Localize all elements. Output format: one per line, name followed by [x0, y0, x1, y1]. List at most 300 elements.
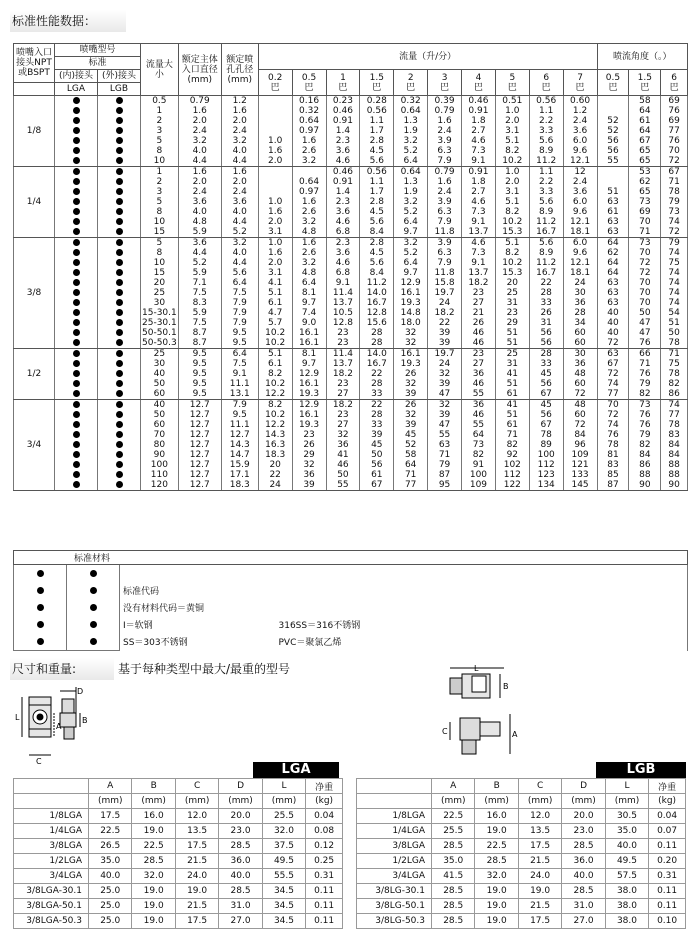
table-cell: [258, 106, 292, 116]
table-cell: 18.0: [394, 318, 428, 328]
availability-dot: [55, 430, 98, 440]
table-cell: 13.7: [462, 227, 496, 238]
availability-dot: [55, 359, 98, 369]
table-cell: 3/8LG-30.1: [357, 884, 432, 899]
table-cell: 32: [394, 328, 428, 338]
table-cell: 25.0: [89, 914, 132, 929]
dim-unit-header: (mm): [175, 794, 218, 809]
table-cell: 15.6: [360, 318, 394, 328]
availability-dot: [98, 187, 141, 197]
table-cell: 1.6: [292, 197, 326, 207]
table-row: [14, 96, 688, 107]
table-cell: 0.32: [394, 96, 428, 107]
table-cell: 4.5: [360, 146, 394, 156]
inlet-size: 3/8: [14, 238, 55, 349]
table-cell: 9.7: [292, 359, 326, 369]
table-cell: 51: [597, 187, 629, 197]
table-cell: 79: [629, 379, 661, 389]
dot-icon: [73, 401, 80, 408]
table-cell: 9.5: [178, 379, 221, 389]
table-row: [14, 126, 688, 136]
table-cell: 79: [661, 197, 688, 207]
dim-col-header: L: [262, 779, 305, 794]
table-cell: [258, 126, 292, 136]
table-cell: [258, 96, 292, 107]
dot-icon: [73, 249, 80, 256]
table-row: [14, 318, 688, 328]
table-cell: 6.1: [258, 359, 292, 369]
table-cell: 56: [529, 410, 563, 420]
table-cell: 16.1: [394, 288, 428, 298]
table-cell: 60: [563, 379, 597, 389]
dot-icon: [116, 461, 123, 468]
table-cell: 71: [394, 470, 428, 480]
availability-dot: [98, 359, 141, 369]
table-cell: 52: [597, 116, 629, 126]
table-cell: 24: [258, 480, 292, 491]
table-row: [14, 238, 688, 249]
table-cell: 1.6: [178, 106, 221, 116]
material-dot: [67, 599, 120, 616]
table-cell: 0.91: [326, 116, 360, 126]
availability-dot: [98, 238, 141, 249]
material-dot: [14, 565, 67, 583]
table-cell: 55: [326, 480, 360, 491]
table-cell: 13.5: [175, 824, 218, 839]
table-cell: 25: [495, 288, 529, 298]
table-cell: 16.0: [132, 809, 175, 824]
table-cell: 95: [428, 480, 462, 491]
material-code: 没有材料代码＝黄铜: [123, 604, 205, 614]
availability-dot: [55, 136, 98, 146]
table-cell: 48: [563, 369, 597, 379]
table-row: [14, 288, 688, 298]
availability-dot: [55, 400, 98, 411]
table-cell: 6.0: [563, 197, 597, 207]
table-cell: 1.6: [221, 106, 258, 116]
table-cell: 63: [597, 298, 629, 308]
table-cell: [292, 167, 326, 178]
dot-icon: [73, 228, 80, 235]
table-cell: 20: [141, 278, 179, 288]
availability-dot: [98, 126, 141, 136]
table-cell: 3/8LGA-50.3: [14, 914, 89, 929]
table-cell: 75: [661, 258, 688, 268]
availability-dot: [55, 369, 98, 379]
table-cell: [597, 106, 629, 116]
availability-dot: [55, 268, 98, 278]
table-cell: 7.9: [428, 156, 462, 167]
table-row: [14, 914, 343, 929]
table-cell: 67: [661, 167, 688, 178]
availability-dot: [98, 400, 141, 411]
inlet-header-empty: [14, 83, 55, 96]
dot-icon: [116, 471, 123, 478]
table-cell: 134: [529, 480, 563, 491]
table-cell: 12.7: [178, 480, 221, 491]
dim-unit-header: (mm): [262, 794, 305, 809]
table-cell: 72: [661, 227, 688, 238]
table-cell: 15.9: [221, 460, 258, 470]
pressure-header: 4 巴: [462, 70, 496, 96]
dot-icon: [116, 228, 123, 235]
table-cell: 3.3: [529, 126, 563, 136]
table-cell: 0.91: [462, 167, 496, 178]
availability-dot: [55, 338, 98, 349]
material-code: SS＝303不锈钢: [123, 638, 188, 649]
table-cell: 23: [326, 328, 360, 338]
availability-dot: [55, 450, 98, 460]
table-cell: 3.2: [394, 136, 428, 146]
availability-dot: [55, 126, 98, 136]
table-cell: 31: [529, 318, 563, 328]
dot-icon: [73, 107, 80, 114]
table-cell: 28.5: [432, 899, 475, 914]
table-cell: 51: [495, 328, 529, 338]
table-cell: 22: [529, 278, 563, 288]
table-cell: 17.5: [89, 809, 132, 824]
table-cell: 36: [292, 470, 326, 480]
availability-dot: [55, 248, 98, 258]
table-cell: 19.0: [175, 884, 218, 899]
table-cell: 18.2: [428, 308, 462, 318]
table-cell: 12.7: [178, 460, 221, 470]
table-cell: 10.2: [258, 379, 292, 389]
availability-dot: [98, 470, 141, 480]
table-cell: 12.7: [178, 400, 221, 411]
table-cell: 82: [629, 440, 661, 450]
dim-col-header: D: [219, 779, 262, 794]
table-cell: 50: [326, 470, 360, 480]
table-cell: 3.6: [221, 197, 258, 207]
table-cell: 12.7: [178, 420, 221, 430]
table-row: [357, 824, 686, 839]
table-cell: 1.6: [428, 116, 462, 126]
table-cell: 33: [529, 298, 563, 308]
table-cell: 78: [529, 430, 563, 440]
table-cell: 79: [661, 238, 688, 249]
material-dot: [14, 599, 67, 616]
table-cell: 36.0: [562, 854, 605, 869]
table-cell: 74: [597, 420, 629, 430]
table-cell: 7.9: [221, 298, 258, 308]
table-cell: 2.2: [529, 116, 563, 126]
table-cell: 90: [629, 480, 661, 491]
table-cell: 112: [529, 460, 563, 470]
lga-tag: LGA: [253, 762, 339, 778]
table-cell: 34.5: [262, 914, 305, 929]
table-cell: 14.3: [258, 430, 292, 440]
lga-drawing: [14, 685, 124, 770]
table-cell: 1.3: [394, 116, 428, 126]
table-cell: 3: [141, 187, 179, 197]
dot-icon: [73, 319, 80, 326]
table-cell: 8.9: [529, 207, 563, 217]
table-row: [14, 268, 688, 278]
dot-icon: [73, 370, 80, 377]
dim-unit-header: (kg): [306, 794, 343, 809]
table-cell: 36: [462, 400, 496, 411]
table-cell: 73: [629, 238, 661, 249]
dot-icon: [116, 441, 123, 448]
table-cell: 82: [462, 450, 496, 460]
table-cell: 1.2: [563, 106, 597, 116]
availability-dot: [55, 288, 98, 298]
table-cell: 76: [629, 338, 661, 349]
table-cell: 3.2: [292, 217, 326, 227]
table-cell: 9.5: [221, 410, 258, 420]
table-cell: 0.11: [649, 884, 686, 899]
table-cell: 63: [597, 288, 629, 298]
table-cell: 28.5: [432, 884, 475, 899]
table-cell: 5.2: [394, 248, 428, 258]
table-cell: 75: [661, 359, 688, 369]
availability-dot: [98, 349, 141, 360]
table-cell: 12.0: [518, 809, 561, 824]
table-cell: 6.4: [394, 258, 428, 268]
dot-icon: [73, 198, 80, 205]
table-cell: 18.3: [258, 450, 292, 460]
table-cell: 39: [428, 328, 462, 338]
table-cell: 2: [141, 116, 179, 126]
availability-dot: [98, 146, 141, 156]
table-cell: 84: [563, 430, 597, 440]
table-cell: 88: [661, 470, 688, 480]
dot-icon: [116, 178, 123, 185]
dot-icon: [73, 339, 80, 346]
table-cell: 26: [292, 440, 326, 450]
table-cell: 27.0: [562, 914, 605, 929]
availability-dot: [55, 298, 98, 308]
table-cell: 0.64: [292, 177, 326, 187]
table-row: [14, 197, 688, 207]
table-cell: 60: [563, 338, 597, 349]
table-row: [14, 420, 688, 430]
table-row: [14, 450, 688, 460]
table-cell: 19.3: [292, 420, 326, 430]
table-cell: 74: [661, 400, 688, 411]
table-cell: 76: [597, 430, 629, 440]
dim-col-header: C: [518, 779, 561, 794]
table-cell: 51: [495, 338, 529, 349]
table-cell: 19.0: [475, 914, 518, 929]
table-cell: 18.1: [563, 268, 597, 278]
table-cell: 0.11: [649, 839, 686, 854]
table-cell: 76: [629, 369, 661, 379]
table-cell: 2.0: [258, 258, 292, 268]
table-cell: 69: [661, 96, 688, 107]
table-cell: 11.2: [529, 156, 563, 167]
table-row: [14, 410, 688, 420]
table-cell: 123: [529, 470, 563, 480]
table-cell: 15-30.1: [142, 308, 177, 318]
dim-col-header: 净重: [306, 779, 343, 794]
dot-icon: [73, 259, 80, 266]
lgb-label-b: B: [503, 682, 509, 691]
dot-icon: [116, 299, 123, 306]
table-cell: 0.79: [428, 106, 462, 116]
table-cell: 100: [141, 460, 179, 470]
table-cell: 121: [563, 460, 597, 470]
model-header: 喷嘴型号: [55, 44, 141, 57]
table-cell: 88: [629, 470, 661, 480]
lga-label-d: D: [77, 687, 84, 696]
table-cell: 32: [428, 369, 462, 379]
availability-dot: [55, 96, 98, 107]
table-cell: 91: [462, 460, 496, 470]
table-cell: 54: [661, 308, 688, 318]
table-cell: 77: [661, 410, 688, 420]
table-cell: 0.07: [649, 824, 686, 839]
table-cell: 5.6: [360, 217, 394, 227]
model-col-header: [357, 794, 432, 809]
table-cell: 78: [661, 338, 688, 349]
lga-dimensions-table: [13, 778, 343, 929]
table-cell: 64: [629, 126, 661, 136]
table-cell: 6.3: [428, 207, 462, 217]
pressure-header: 0.2 巴: [258, 70, 292, 96]
table-cell: 71: [661, 349, 688, 360]
table-cell: 55: [428, 430, 462, 440]
table-cell: 25.0: [89, 884, 132, 899]
table-cell: 49.5: [262, 854, 305, 869]
availability-dot: [55, 349, 98, 360]
table-cell: 8.1: [292, 288, 326, 298]
table-cell: 16.7: [360, 359, 394, 369]
table-cell: 58: [394, 450, 428, 460]
table-cell: 50-50.3: [142, 338, 177, 348]
dot-icon: [37, 587, 44, 594]
dot-icon: [73, 360, 80, 367]
table-cell: 36: [462, 369, 496, 379]
table-cell: 36: [563, 298, 597, 308]
table-cell: 5.7: [258, 318, 292, 328]
table-cell: 32.0: [132, 869, 175, 884]
table-cell: 1.0: [258, 197, 292, 207]
table-cell: 32: [292, 460, 326, 470]
table-cell: 33: [529, 359, 563, 369]
dot-icon: [73, 390, 80, 397]
lgb-tag: LGB: [596, 762, 686, 778]
table-cell: 32.0: [475, 869, 518, 884]
dot-icon: [116, 249, 123, 256]
table-row: [14, 430, 688, 440]
table-cell: 0.5: [141, 96, 179, 107]
table-cell: 6.3: [428, 248, 462, 258]
table-cell: 0.56: [360, 167, 394, 178]
table-cell: 4.8: [292, 268, 326, 278]
table-cell: 37.5: [262, 839, 305, 854]
table-cell: 1.6: [258, 146, 292, 156]
table-cell: 39: [428, 338, 462, 349]
table-cell: 7.5: [178, 288, 221, 298]
table-cell: 12.9: [292, 369, 326, 379]
table-cell: 65: [629, 146, 661, 156]
lga-label-a: A: [56, 722, 62, 731]
table-cell: 12.7: [178, 430, 221, 440]
table-cell: 45: [529, 369, 563, 379]
table-row: [14, 359, 688, 369]
table-cell: 2.0: [221, 177, 258, 187]
table-cell: 62: [629, 177, 661, 187]
table-cell: 39: [360, 430, 394, 440]
table-cell: 46: [462, 338, 496, 349]
table-cell: 55: [597, 156, 629, 167]
inlet-size: 1/4: [14, 167, 55, 238]
table-cell: 14.8: [394, 308, 428, 318]
table-cell: 84: [629, 450, 661, 460]
table-cell: 63: [428, 440, 462, 450]
availability-dot: [98, 450, 141, 460]
table-cell: 65: [629, 156, 661, 167]
dot-icon: [116, 481, 123, 488]
pressure-header: 7 巴: [563, 70, 597, 96]
table-cell: 12.7: [178, 440, 221, 450]
table-cell: 3.3: [529, 187, 563, 197]
table-cell: 0.23: [326, 96, 360, 107]
table-cell: 4.4: [221, 156, 258, 167]
table-cell: 0.08: [306, 824, 343, 839]
material-code: 316SS＝316不锈钢: [278, 621, 361, 631]
table-cell: 73: [629, 197, 661, 207]
table-cell: 71: [629, 359, 661, 369]
table-cell: 16.1: [292, 328, 326, 338]
table-row: [14, 369, 688, 379]
dot-icon: [73, 431, 80, 438]
dim-unit-header: (mm): [518, 794, 561, 809]
table-cell: 0.16: [292, 96, 326, 107]
internal-thread-header: (内)接头: [55, 70, 98, 83]
table-cell: 17.5: [518, 839, 561, 854]
table-cell: 0.91: [326, 177, 360, 187]
material-dot: [67, 633, 120, 651]
table-cell: 10: [141, 156, 179, 167]
table-cell: 14.3: [221, 440, 258, 450]
table-cell: 19.0: [132, 899, 175, 914]
table-cell: 3.1: [258, 227, 292, 238]
table-cell: 90: [141, 450, 179, 460]
dot-icon: [73, 168, 80, 175]
model-col-header: [14, 779, 89, 794]
table-cell: 31.0: [562, 899, 605, 914]
table-cell: 84: [661, 440, 688, 450]
table-cell: 15.3: [495, 227, 529, 238]
table-cell: 11.4: [326, 349, 360, 360]
table-cell: 50-50.1: [142, 328, 177, 338]
table-cell: 74: [661, 217, 688, 227]
table-cell: 22: [360, 369, 394, 379]
availability-dot: [98, 338, 141, 349]
table-cell: 82: [495, 440, 529, 450]
table-cell: 8.4: [360, 268, 394, 278]
material-dot: [14, 633, 67, 651]
angle-pressure-header: 0.5 巴: [597, 70, 629, 96]
table-cell: 4.0: [178, 207, 221, 217]
table-cell: 120: [141, 480, 179, 491]
table-cell: 1/8LGA: [14, 809, 89, 824]
table-cell: 76: [661, 136, 688, 146]
dot-icon: [73, 208, 80, 215]
table-cell: 2.0: [495, 177, 529, 187]
table-cell: 18.2: [326, 369, 360, 379]
dot-icon: [37, 570, 44, 577]
angle-pressure-header: 6 巴: [661, 70, 688, 96]
table-cell: 25: [495, 349, 529, 360]
table-cell: 69: [629, 207, 661, 217]
table-cell: 0.31: [649, 869, 686, 884]
table-cell: 16.1: [394, 349, 428, 360]
table-cell: 10: [141, 258, 179, 268]
